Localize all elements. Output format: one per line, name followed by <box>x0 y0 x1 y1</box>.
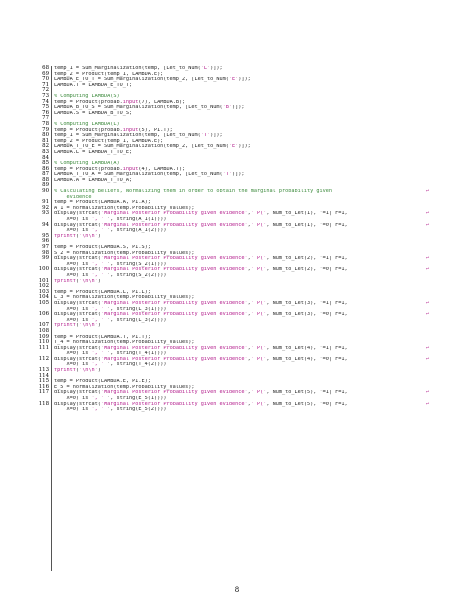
code-text: fprintf('\n\n') <box>54 233 101 239</box>
code-comment: % Calculating Beliefs, Normalizing them in order to obtain the marginal probability given <box>54 189 332 195</box>
line-number: 73 <box>42 92 49 99</box>
code-text: X=0) is ', ' ', string(A_1(1)))) <box>54 217 167 223</box>
line-number: 68 <box>42 65 49 71</box>
line-number: 92 <box>42 204 49 211</box>
line-number: 87 <box>42 171 49 178</box>
line-number: 72 <box>42 87 49 94</box>
line-wrap-icon: ↩ <box>426 266 430 273</box>
code-text: X=0) is ', ' ', string(T_4(1)))) <box>54 351 167 357</box>
line-number: 79 <box>42 126 49 133</box>
line-number: 118 <box>38 400 49 407</box>
code-text: X=0) is ', ' ', string(S_2(2)))) <box>54 272 167 278</box>
line-wrap-icon: ↩ <box>426 355 430 362</box>
code-text: X=0) is ', ' ', string(L_3(2)))) <box>54 317 167 323</box>
code-listing <box>0 66 474 413</box>
line-number: 114 <box>38 372 49 379</box>
line-number: 105 <box>38 299 49 306</box>
line-number: 86 <box>42 165 49 172</box>
code-text: temp = Product(probab.input(4), LAMBDA.T); <box>54 166 186 172</box>
line-wrap-icon: ↩ <box>426 344 430 351</box>
line-wrap-icon: ↩ <box>426 400 430 407</box>
code-text: A_1 = normalization(temp.Probability_Values); <box>54 205 195 211</box>
code-text: X=0) is ', ' ', string(L_3(1)))) <box>54 306 167 312</box>
line-number: 102 <box>38 283 49 290</box>
code-text: temp = Product(probab.input(7), LAMBDA.B); <box>54 99 186 105</box>
code-text: display(strcat('Marginal Posterior Probability given evidence',' P(', Num_to_Let(3), '=1| F=1, <box>54 300 348 306</box>
code-text: X=0) is ', ' ', string(E_5(1)))) <box>54 396 167 402</box>
code-text: display(strcat('Marginal Posterior Probability given evidence',' P(', Num_to_Let(1), '=1| F=1, <box>54 211 348 217</box>
line-number: 117 <box>38 389 49 396</box>
line-number: 96 <box>42 238 49 245</box>
line-number: 80 <box>42 132 49 139</box>
line-wrap-icon: ↩ <box>426 188 430 195</box>
line-number: 108 <box>38 327 49 334</box>
line-number: 93 <box>42 210 49 217</box>
line-number: 113 <box>38 367 49 374</box>
code-text: fprintf('\n\n') <box>54 323 101 329</box>
code-text: S_2 = normalization(temp.Probability_Values); <box>54 250 195 256</box>
code-text: temp = Product(LAMBDA.A, PI.A); <box>54 200 151 206</box>
code-text: LAMBDA.T = LAMBDA_E_TO_T; <box>54 82 133 88</box>
code-text: LAMBDA_B_TO_S = Sum_Marginalization(temp, [Let_to_Num('B')]); <box>54 105 245 111</box>
code-text: temp_1 = Sum_Marginalization(temp, [Let_to_Num('T')]); <box>54 133 223 139</box>
line-number: 111 <box>38 344 49 351</box>
line-number: 103 <box>38 288 49 295</box>
code-text: T_4 = normalization(temp.Probability_Values); <box>54 340 195 346</box>
code-text: display(strcat('Marginal Posterior Probability given evidence',' P(', Num_to_Let(5), '=0| F=1, <box>54 401 348 407</box>
line-wrap-icon: ↩ <box>426 210 430 217</box>
code-text: X=0) is ', ' ', string(E_5(2)))) <box>54 407 167 413</box>
code-text: LAMBDA_T_TO_A = Sum_Marginalization(temp, [Let_to_Num('T')]); <box>54 172 245 178</box>
line-number: 75 <box>42 104 49 111</box>
line-wrap-icon: ↩ <box>426 311 430 318</box>
line-number: 70 <box>42 76 49 83</box>
line-number: 97 <box>42 244 49 250</box>
line-number: 78 <box>42 120 49 127</box>
code-text: LAMBDA.L = LAMBDA_T_TO_E; <box>54 149 133 155</box>
line-number: 110 <box>38 339 49 346</box>
code-text: display(strcat('Marginal Posterior Probability given evidence',' P(', Num_to_Let(4), '=0| F=1, <box>54 356 348 362</box>
line-number: 106 <box>38 311 49 318</box>
line-number: 115 <box>38 378 49 385</box>
code-text: LAMBDA_T_TO_E = Sum_Marginalization(temp_2, [Let_to_Num('E')]); <box>54 144 251 150</box>
line-number: 71 <box>42 81 49 88</box>
page-number: 8 <box>234 586 240 594</box>
line-number: 85 <box>42 160 49 167</box>
line-number: 104 <box>38 294 49 301</box>
code-text: display(strcat('Marginal Posterior Probability given evidence',' P(', Num_to_Let(5), '=1| F=1, <box>54 390 348 396</box>
line-number: 112 <box>38 355 49 362</box>
line-number: 107 <box>38 322 49 329</box>
line-number: 83 <box>42 148 49 155</box>
line-number: 90 <box>42 188 49 195</box>
line-number: 88 <box>42 176 49 183</box>
line-wrap-icon: ↩ <box>426 389 430 396</box>
code-text: display(strcat('Marginal Posterior Probability given evidence',' P(', Num_to_Let(2), '=0| F=1, <box>54 267 348 273</box>
code-line <box>0 407 474 413</box>
code-text: L_3 = normalization(temp.Probability_Values); <box>54 295 195 301</box>
code-text: temp = Product(LAMBDA.T, PI.T); <box>54 334 151 340</box>
code-text: LAMBDA.A = LAMBDA_T_TO_A; <box>54 177 133 183</box>
code-comment: % Computing LAMBDA(L) <box>54 121 120 127</box>
code-text: fprintf('\n\n') <box>54 368 101 374</box>
line-number: 100 <box>38 266 49 273</box>
line-number: 116 <box>38 383 49 390</box>
code-text: temp = Product(LAMBDA.S, PI.S); <box>54 245 151 250</box>
code-text: display(strcat('Marginal Posterior Probability given evidence',' P(', Num_to_Let(1), '=0| F=1, <box>54 222 348 228</box>
code-text: X=0) is ', ' ', string(A_1(2)))) <box>54 228 167 234</box>
line-number: 76 <box>42 109 49 116</box>
line-number: 101 <box>38 277 49 284</box>
code-text: temp = Product(LAMBDA.E, PI.E); <box>54 379 151 385</box>
code-text: display(strcat('Marginal Posterior Probability given evidence',' P(', Num_to_Let(2), '=1| F=1, <box>54 256 348 262</box>
code-text: temp_2 = Product(temp_1, LAMBDA.E); <box>54 138 164 144</box>
line-wrap-icon: ↩ <box>426 255 430 262</box>
code-text: temp_2 = Product(temp_1, LAMBDA.E); <box>54 71 164 77</box>
line-number: 77 <box>42 115 49 122</box>
code-text: display(strcat('Marginal Posterior Probability given evidence',' P(', Num_to_Let(4), '=1| F=1, <box>54 345 348 351</box>
code-comment: % Computing LAMBDA(S) <box>54 93 120 99</box>
code-text: E_5 = normalization(temp.Probability_Values); <box>54 384 195 390</box>
code-text: temp_1 = Sum_Marginalization(temp, [Let_to_Num('L')]); <box>54 66 223 71</box>
line-number: 89 <box>42 182 49 189</box>
code-text: LAMBDA.S = LAMBDA_B_TO_S; <box>54 110 133 116</box>
line-number: 74 <box>42 98 49 105</box>
line-number: 94 <box>42 221 49 228</box>
line-number: 84 <box>42 154 49 161</box>
line-number: 99 <box>42 255 49 262</box>
code-text: temp = Product(probab.input(5), PI.T); <box>54 127 173 133</box>
code-text: X=0) is ', ' ', string(S_2(1)))) <box>54 261 167 267</box>
code-text: display(strcat('Marginal Posterior Probability given evidence',' P(', Num_to_Let(3), '=0| F=1, <box>54 312 348 318</box>
code-text: temp = Product(LAMBDA.L, PI.L); <box>54 289 151 295</box>
line-number: 82 <box>42 143 49 150</box>
line-number: 81 <box>42 137 49 144</box>
line-number: 91 <box>42 199 49 206</box>
code-text: LAMBDA_E_TO_T = Sum_Marginalization(temp_2, [Let_to_Num('E')]); <box>54 77 251 83</box>
line-number: 98 <box>42 249 49 256</box>
code-comment: evidence <box>54 194 92 200</box>
code-text: X=0) is ', ' ', string(T_4(2)))) <box>54 362 167 368</box>
code-comment: % Computing LAMBDA(A) <box>54 161 120 167</box>
line-number: 95 <box>42 232 49 239</box>
line-wrap-icon: ↩ <box>426 299 430 306</box>
line-number: 109 <box>38 333 49 340</box>
line-wrap-icon: ↩ <box>426 221 430 228</box>
code-text: fprintf('\n\n') <box>54 278 101 284</box>
line-number: 69 <box>42 70 49 77</box>
